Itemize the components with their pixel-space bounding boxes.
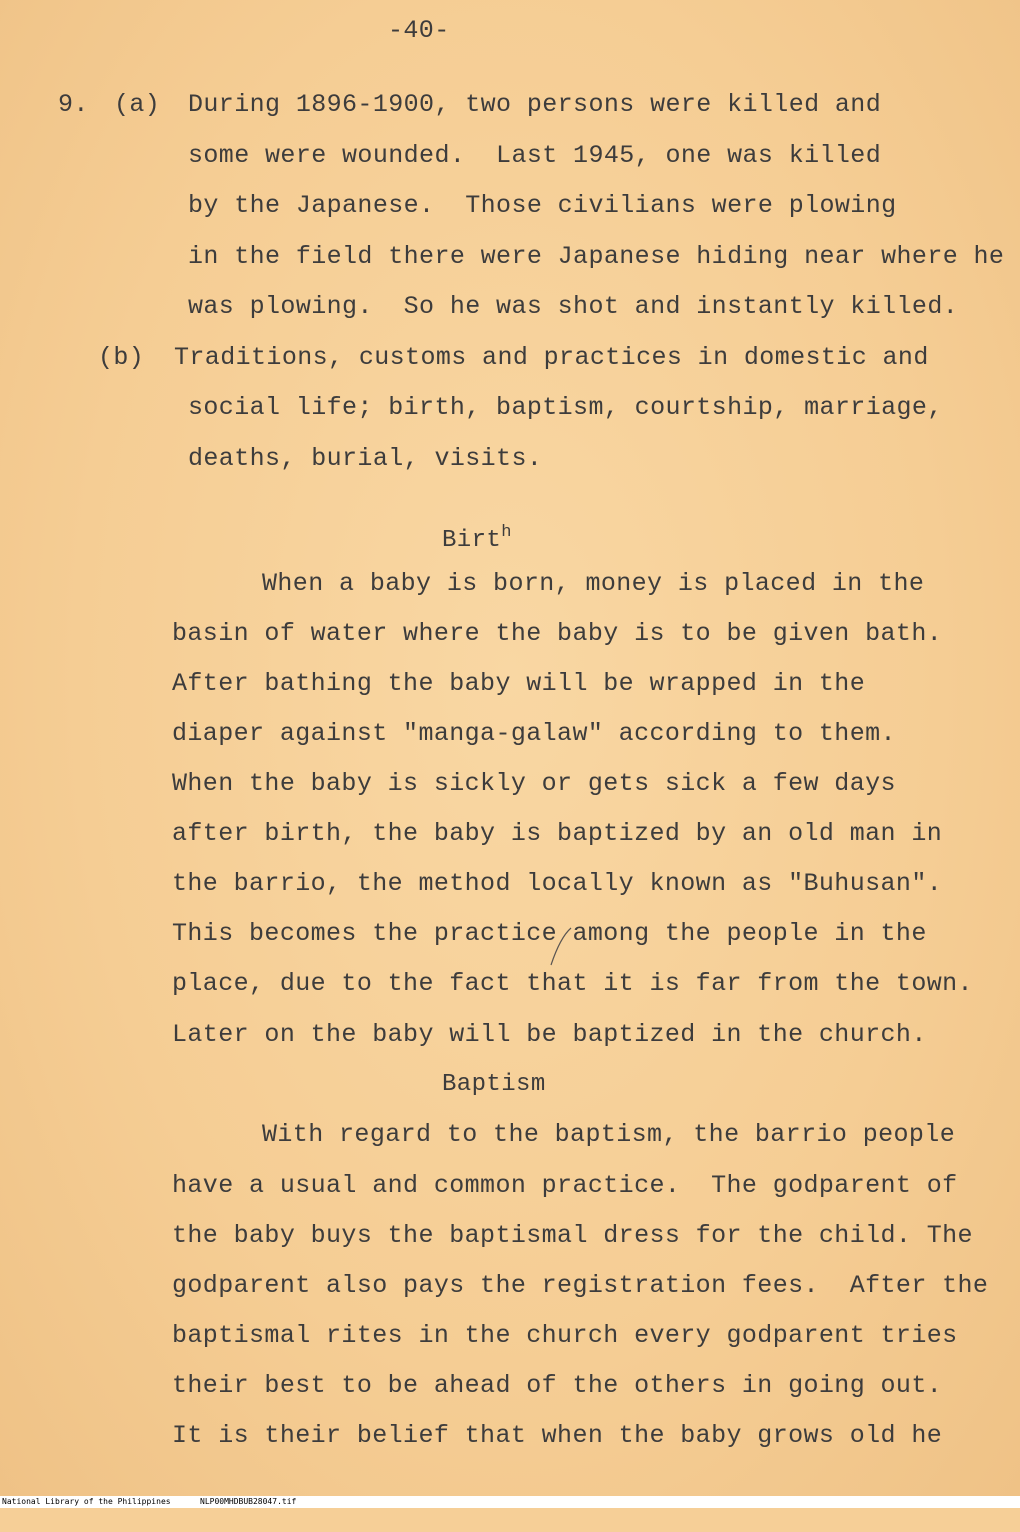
birth-line-5: When the baby is sickly or gets sick a few days <box>172 769 896 798</box>
para-a-line-3: by the Japanese. Those civilians were plowing <box>188 191 897 220</box>
footer-library: National Library of the Philippines <box>2 1497 171 1506</box>
para-b-line-2: social life; birth, baptism, courtship, marriage, <box>188 393 943 422</box>
baptism-line-5: baptismal rites in the church every godparent tries <box>172 1321 958 1350</box>
birth-heading <box>442 523 512 558</box>
item-a-marker: (a) <box>114 90 161 119</box>
baptism-heading: Baptism <box>442 1071 546 1098</box>
baptism-line-6: their best to be ahead of the others in going out. <box>172 1371 943 1400</box>
birth-line-4: diaper against "manga-galaw" according to them. <box>172 719 896 748</box>
birth-heading-main: Birt <box>442 527 502 554</box>
birth-line-10: Later on the baby will be baptized in the church. <box>172 1020 927 1049</box>
para-a-line-4: in the field there were Japanese hiding near where he <box>188 242 1005 271</box>
pencil-mark-icon <box>545 925 575 970</box>
para-b-line-3: deaths, burial, visits. <box>188 444 543 473</box>
birth-line-9: place, due to the fact that it is far from the town. <box>172 969 973 998</box>
birth-line-1: When a baby is born, money is placed in the <box>262 569 925 598</box>
baptism-line-2: have a usual and common practice. The godparent of <box>172 1171 958 1200</box>
item-number-9: 9. <box>58 90 89 119</box>
para-a-line-2: some were wounded. Last 1945, one was killed <box>188 141 882 170</box>
baptism-line-1: With regard to the baptism, the barrio people <box>262 1120 956 1149</box>
para-b-line-1: Traditions, customs and practices in domestic and <box>174 343 929 372</box>
scan-footer <box>0 1496 1020 1508</box>
item-b-marker: (b) <box>98 343 145 372</box>
birth-heading-sup: h <box>501 523 512 542</box>
birth-line-8: This becomes the practice among the people in the <box>172 919 927 948</box>
page-number: -40- <box>388 16 450 45</box>
para-a-line-1: During 1896-1900, two persons were killed and <box>188 90 882 119</box>
birth-line-3: After bathing the baby will be wrapped in the <box>172 669 866 698</box>
baptism-line-7: It is their belief that when the baby grows old he <box>172 1421 943 1450</box>
birth-line-6: after birth, the baby is baptized by an old man in <box>172 819 943 848</box>
baptism-line-4: godparent also pays the registration fees. After the <box>172 1271 989 1300</box>
baptism-line-3: the baby buys the baptismal dress for the child. The <box>172 1221 973 1250</box>
footer-file: NLP00MHDBUB28047.tif <box>200 1497 297 1506</box>
birth-line-2: basin of water where the baby is to be given bath. <box>172 619 943 648</box>
birth-line-7: the barrio, the method locally known as "Buhusan". <box>172 869 943 898</box>
para-a-line-5: was plowing. So he was shot and instantly killed. <box>188 292 959 321</box>
